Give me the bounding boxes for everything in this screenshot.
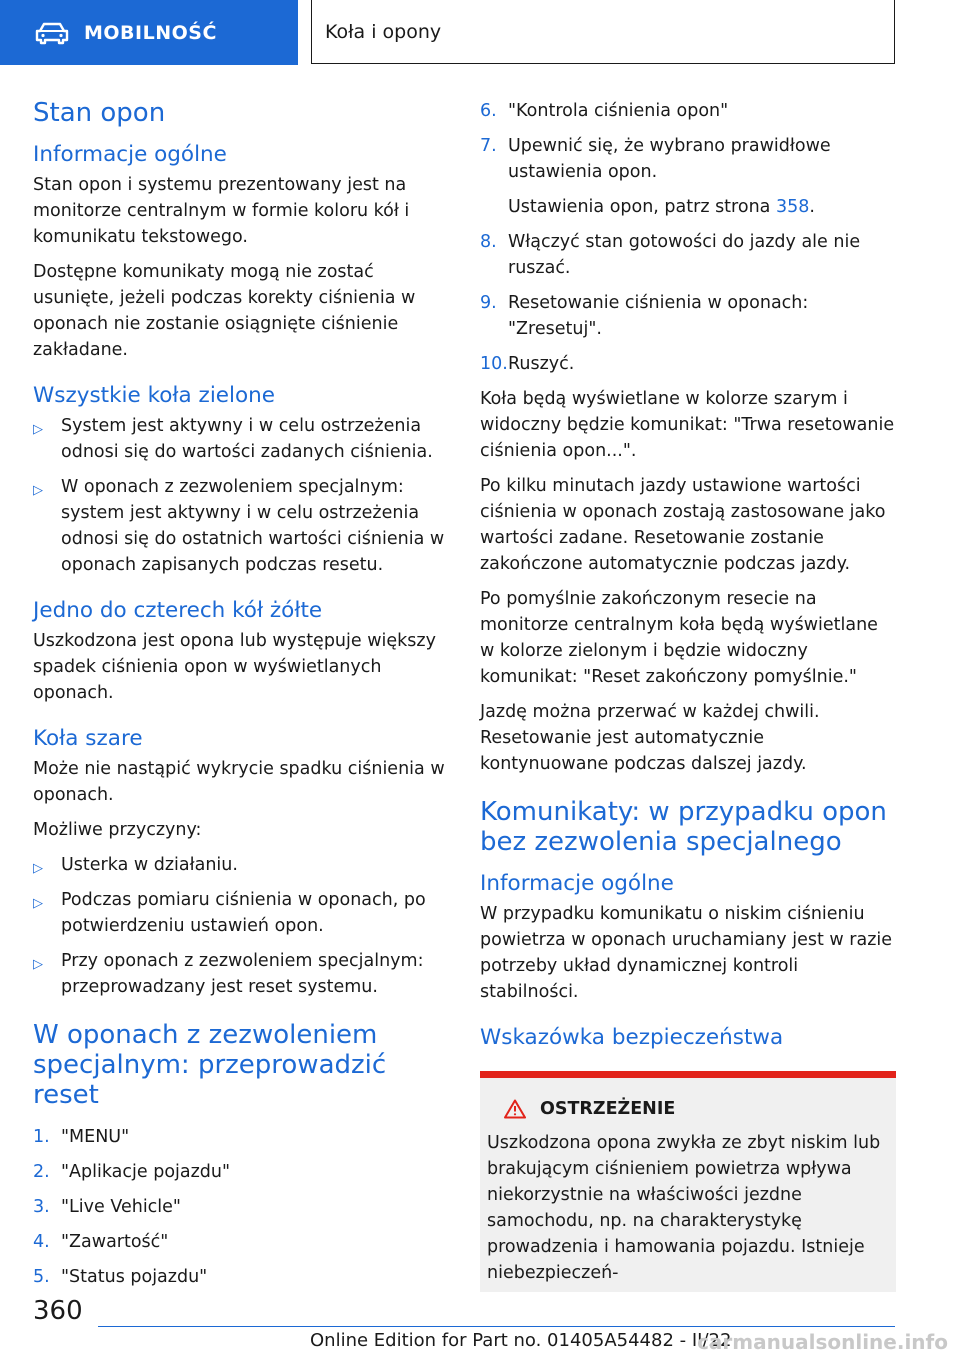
info-heading: Informacje ogólne (480, 871, 674, 896)
list-item: 1. "MENU" (33, 1127, 130, 1147)
list-item: 2. "Aplikacje pojazdu" (33, 1162, 231, 1182)
footer-divider (98, 1326, 895, 1327)
list-item: 9. Resetowanie ciśnienia w oponach: "Zresetuj". (480, 293, 809, 339)
triangle-bullet-icon: ▷ (33, 896, 43, 911)
info-paragraph-1: Stan opon i systemu prezentowany jest na monitorze centralnym w formie koloru kół i komunikatu tekstowego. (33, 175, 410, 247)
info-paragraph: W przypadku komunikatu o niskim ciśnieniu powietrza w oponach uruchamiany jest w razie potrzeby układ dynamicznej kontroli stabilności. (480, 904, 893, 1002)
safety-heading: Wskazówka bezpieczeństwa (480, 1025, 784, 1050)
list-item: 4. "Zawartość" (33, 1232, 169, 1252)
list-item: ▷ Usterka w działaniu. (33, 852, 449, 878)
info-heading: Informacje ogólne (33, 142, 227, 167)
reset-paragraph-4: Jazdę można przerwać w każdej chwili. Resetowanie jest automatycznie kontynuowane podczas dalszej jazdy. (480, 702, 820, 774)
reset-steps (33, 1124, 449, 1290)
list-item: 7. Upewnić się, że wybrano prawidłowe ustawienia opon. Ustawienia opon, patrz strona 358. (480, 133, 896, 220)
grey-heading: Koła szare (33, 726, 143, 751)
green-bullets (33, 413, 449, 578)
warning-box (480, 1071, 896, 1292)
reset-heading: W oponach z zezwoleniem specjalnym: przeprowadzić reset (33, 1020, 387, 1110)
list-item: 6. "Kontrola ciśnienia opon" (480, 101, 729, 121)
section-tab (0, 0, 298, 65)
car-icon (34, 21, 70, 45)
yellow-heading: Jedno do czterech kół żółte (33, 598, 323, 623)
section-label: MOBILNOŚĆ (84, 21, 217, 44)
reset-paragraph-1: Koła będą wyświetlane w kolorze szarym i widoczny będzie komunikat: "Trwa resetowanie ciśnienia opon...". (480, 389, 895, 461)
reset-paragraph-2: Po kilku minutach jazdy ustawione wartości ciśnienia w oponach zostają zastosowane jako wartości zadane. Resetowanie zostanie zakończone automatycznie podczas jazdy. (480, 476, 886, 574)
grey-bullets (33, 852, 449, 1000)
section-title: Stan opon (33, 98, 166, 128)
triangle-bullet-icon: ▷ (33, 861, 43, 876)
grey-paragraph-1: Może nie nastąpić wykrycie spadku ciśnienia w oponach. (33, 759, 445, 805)
list-item: ▷ W oponach z zezwoleniem specjalnym: system jest aktywny i w celu ostrzeżenia odnosi się do ostatnich wartości ciśnienia w oponach zapisanych podczas resetu. (33, 477, 445, 575)
chapter-header (311, 0, 895, 64)
list-item: ▷ Podczas pomiaru ciśnienia w oponach, po potwierdzeniu ustawień opon. (33, 890, 426, 936)
reset-steps-continued (480, 98, 896, 377)
reset-paragraph-3: Po pomyślnie zakończonym resecie na monitorze centralnym koła będą wyświetlane w kolorze zielonym i będzie widoczny komunikat: "Reset zakończony pomyślnie." (480, 589, 878, 687)
yellow-paragraph: Uszkodzona jest opona lub występuje większy spadek ciśnienia opon w wyświetlanych oponach. (33, 631, 436, 703)
list-item: 8. Włączyć stan gotowości do jazdy ale nie ruszać. (480, 232, 861, 278)
list-item: ▷ Przy oponach z zezwoleniem specjalnym: przeprowadzany jest reset systemu. (33, 951, 424, 997)
page-link[interactable]: 358 (775, 197, 810, 217)
right-column (480, 98, 896, 1292)
triangle-bullet-icon: ▷ (33, 483, 43, 498)
page-number: 360 (33, 1296, 83, 1326)
chapter-title: Koła i opony (325, 20, 442, 43)
list-item: 3. "Live Vehicle" (33, 1197, 181, 1217)
warning-header (487, 1096, 888, 1122)
green-heading: Wszystkie koła zielone (33, 383, 276, 408)
messages-heading: Komunikaty: w przypadku opon bez zezwolenia specjalnego (480, 797, 887, 857)
warning-title: OSTRZEŻENIE (540, 1099, 676, 1119)
info-paragraph-2: Dostępne komunikaty mogą nie zostać usunięte, jeżeli podczas korekty ciśnienia w oponach nie zostanie osiągnięte ciśnienie zakładane. (33, 262, 416, 360)
warning-text: Uszkodzona opona zwykła ze zbyt niskim lub brakującym ciśnieniem powietrza wpływa niekorzystnie na właściwości jezdne samochodu, np. na charakterystykę prowadzenia i hamowania pojazdu. Istnieje niebezpieczeń- (487, 1133, 881, 1283)
list-item: ▷ System jest aktywny i w celu ostrzeżenia odnosi się do wartości zadanych ciśnienia. (33, 416, 433, 462)
triangle-bullet-icon: ▷ (33, 957, 43, 972)
warning-triangle-icon (504, 1099, 526, 1119)
list-item: 10. Ruszyć. (480, 354, 575, 374)
triangle-bullet-icon: ▷ (33, 422, 43, 437)
left-column (33, 98, 449, 1299)
grey-paragraph-2: Możliwe przyczyny: (33, 820, 202, 840)
footer-edition: Online Edition for Part no. 01405A54482 - II/22 (310, 1330, 732, 1351)
watermark: carmanualsonline.info (697, 1330, 948, 1354)
list-item: 5. "Status pojazdu" (33, 1267, 208, 1287)
page-reference: Ustawienia opon, patrz strona 358. (508, 197, 815, 217)
